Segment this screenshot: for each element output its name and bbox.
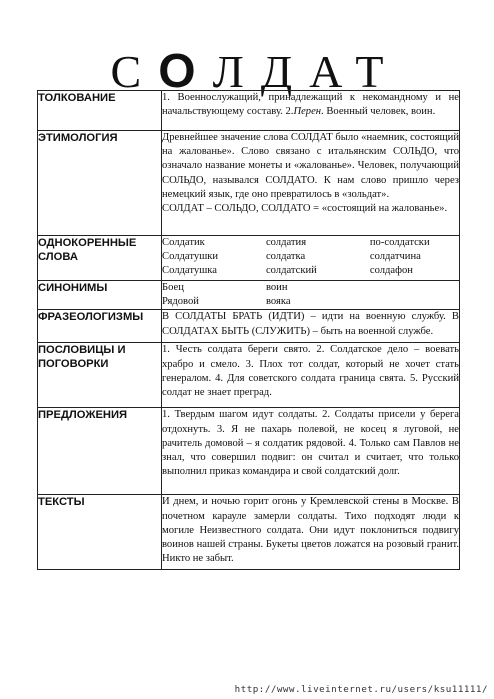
row-cognates xyxy=(38,236,460,281)
word-card-table xyxy=(37,90,460,570)
synonym-word: воин xyxy=(265,282,288,293)
row-label: ФРАЗЕОЛОГИЗМЫ xyxy=(38,310,162,343)
title-letter-bold: О xyxy=(158,45,213,98)
row-proverbs xyxy=(38,343,460,408)
interpretation-italic: Перен xyxy=(293,106,322,118)
title-letters: ЛДАТ xyxy=(212,46,401,97)
row-content: 1. Твердым шагом идут солдаты. 2. Солдаты присели у берега отдохнуть. 3. Я не пахарь полевой, не косец я луговой, не рачитель домовой – я солдатик рядовой. 4. Только сам Павлов не знал, что совершил подвиг: он считал и считает, что только выполнил приказ командира и свой солдатский долг. xyxy=(162,408,460,495)
cognate-word: солдатчина xyxy=(369,251,421,263)
cognate-word: Солдатушки xyxy=(162,251,219,263)
cognate-word: Солдатушка xyxy=(162,265,217,277)
source-url: http://www.liveinternet.ru/users/ksu11111/ xyxy=(234,684,488,695)
row-label: ПРЕДЛОЖЕНИЯ xyxy=(38,408,162,495)
row-label: ПОСЛОВИЦЫ И ПОГОВОРКИ xyxy=(38,343,162,408)
cognate-word: солдатия xyxy=(265,237,307,248)
row-label: СИНОНИМЫ xyxy=(38,281,162,310)
cognate-word: Солдатик xyxy=(162,237,205,248)
interpretation-text-end: . Военный человек, воин. xyxy=(321,106,436,118)
row-content xyxy=(162,236,460,281)
row-label: ТЕКСТЫ xyxy=(38,495,162,570)
title-letter: С xyxy=(110,46,159,97)
row-content xyxy=(162,91,460,131)
cognate-word: солдафон xyxy=(369,265,413,277)
synonym-word: Боец xyxy=(162,282,184,293)
row-sentences xyxy=(38,408,460,495)
row-content: 1. Честь солдата береги свято. 2. Солдатское дело – воевать храбро и смело. 3. Плох тот солдат, который не хочет стать генералом. 4. Для советского солдата граница свята. 5. Русский солдат не знает преград. xyxy=(162,343,460,408)
row-content: В СОЛДАТЫ БРАТЬ (ИДТИ) – идти на военную службу. В СОЛДАТАХ БЫТЬ (СЛУЖИТЬ) – быть на военной службе. xyxy=(162,310,460,343)
row-label: ЭТИМОЛОГИЯ xyxy=(38,131,162,236)
row-label: ТОЛКОВАНИЕ xyxy=(38,91,162,131)
interpretation-text: 1. Военнослужащий, принадлежащий к некомандному и не начальствующему составу. 2. xyxy=(162,92,459,118)
synonym-word: Рядовой xyxy=(162,296,199,308)
etymology-formula: СОЛДАТ – СОЛЬДО, СОЛДАТО = «состоящий на жалованье». xyxy=(162,203,448,215)
cognates-grid xyxy=(162,236,459,279)
etymology-paragraph: Древнейшее значение слова СОЛДАТ было «наемник, состоящий на жалованье». Слово связано с итальянским СОЛЬДО, что означало название монеты и «жалованье». Человек, получающий СОЛЬДО, назывался СОЛДАТО. К нам слово пришло через немецкий язык, где оно превратилось в «зольдат». xyxy=(162,132,459,200)
row-label: ОДНОКОРЕННЫЕ СЛОВА xyxy=(38,236,162,281)
row-content xyxy=(162,131,460,236)
row-content xyxy=(162,281,460,310)
row-content: И днем, и ночью горит огонь у Кремлевской стены в Москве. В почетном карауле замерли солдаты. Тихо подходят люди к могиле Неизвестного солдата. Они идут поклониться подвигу воинов нашей страны. Букеты цветов ложатся на розовый гранит. Никто не забыт. xyxy=(162,495,460,570)
synonym-word: вояка xyxy=(265,296,291,308)
row-phraseology xyxy=(38,310,460,343)
synonyms-grid xyxy=(162,281,459,309)
row-etymology xyxy=(38,131,460,236)
row-texts xyxy=(38,495,460,570)
cognate-word: солдатка xyxy=(265,251,306,263)
row-synonyms xyxy=(38,281,460,310)
cognate-word: солдатский xyxy=(265,265,317,277)
row-interpretation xyxy=(38,91,460,131)
cognate-word: по-солдатски xyxy=(369,237,430,248)
